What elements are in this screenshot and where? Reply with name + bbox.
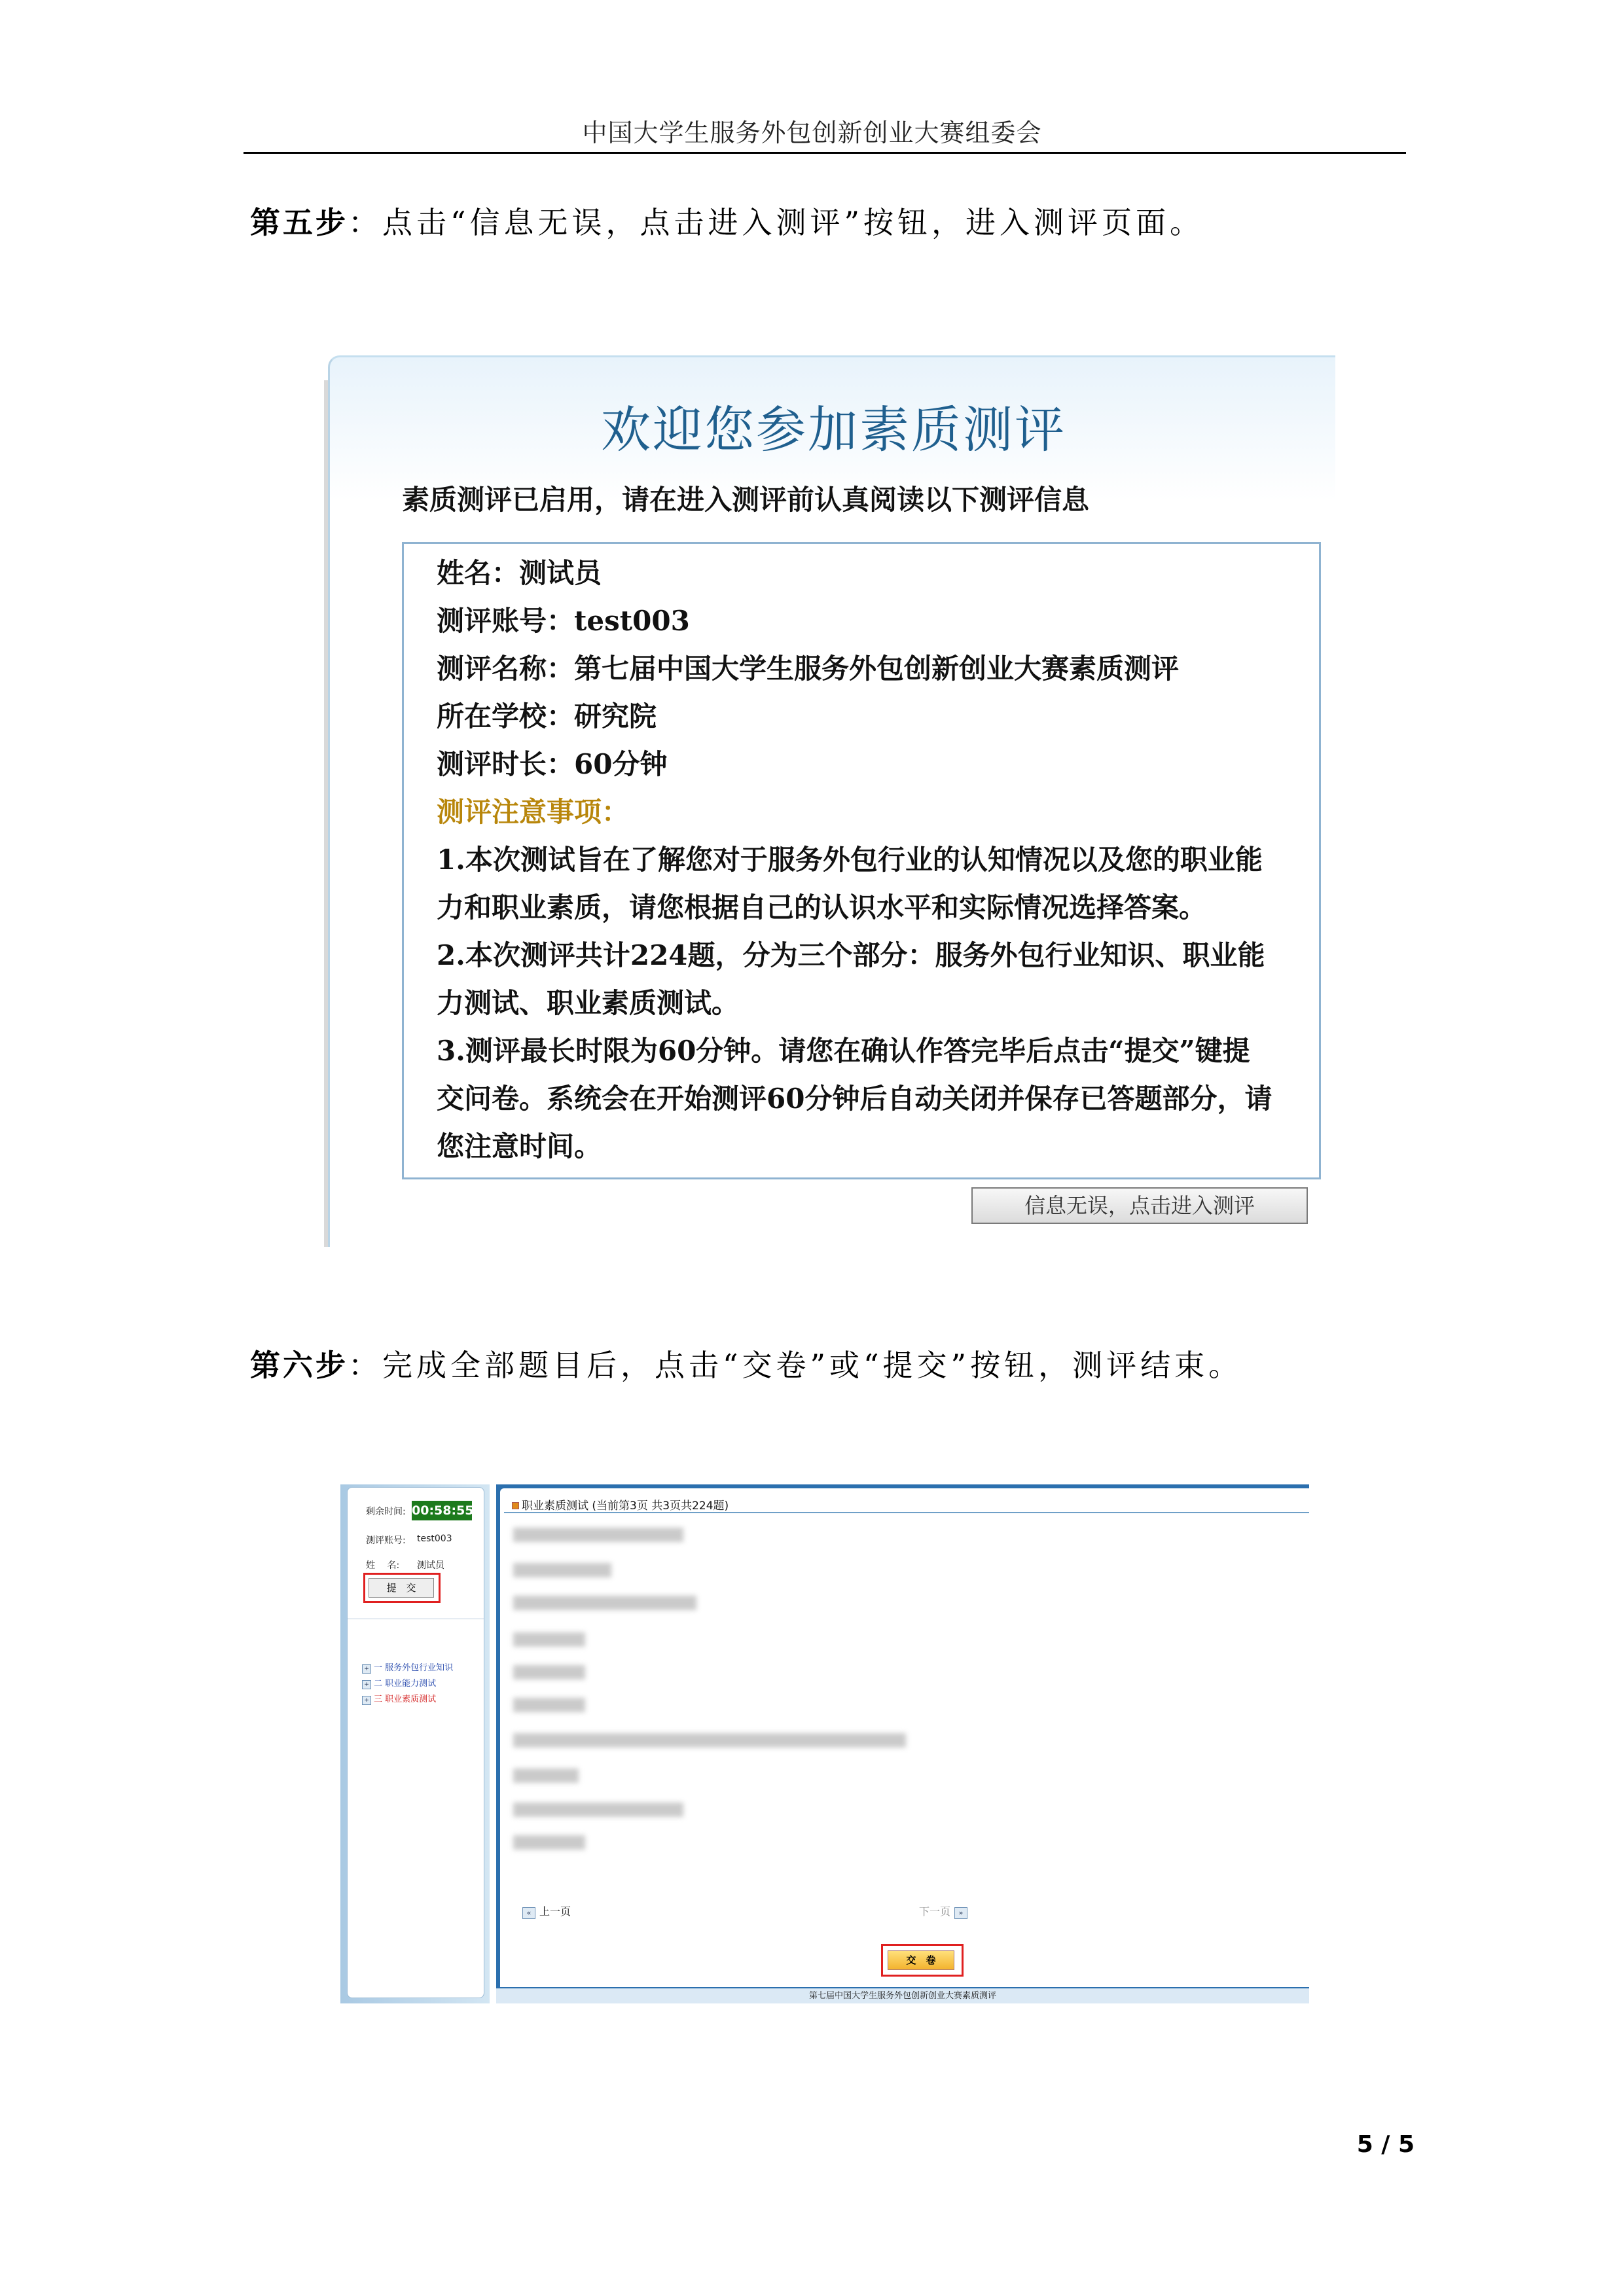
- info-test-name: 测评名称：第七届中国大学生服务外包创新创业大赛素质测评: [437, 653, 1180, 685]
- step-six-paragraph: [250, 1346, 1242, 1385]
- blurred-option: [513, 1835, 585, 1850]
- account-label: 测评账号:: [366, 1535, 406, 1546]
- exam-main-area: [496, 1484, 1309, 2003]
- section-tab[interactable]: 职业素质测试 (当前第3页 共3页共224题): [512, 1496, 729, 1513]
- double-left-arrow-icon: «: [522, 1907, 535, 1919]
- welcome-subtitle: 素质测评已启用，请在进入测评前认真阅读以下测评信息: [402, 484, 1090, 516]
- name-label: 姓 名:: [366, 1560, 400, 1571]
- hand-in-highlight: [881, 1944, 964, 1977]
- countdown-timer: 00:58:55: [412, 1501, 472, 1520]
- blurred-option: [513, 1803, 683, 1817]
- exam-sidebar: [340, 1484, 490, 2003]
- welcome-panel: [328, 355, 1335, 1247]
- account-value: test003: [417, 1534, 452, 1544]
- name-value: 测试员: [417, 1560, 444, 1571]
- blurred-question: [513, 1733, 906, 1748]
- note-line: 您注意时间。: [437, 1130, 602, 1162]
- blurred-question: [513, 1528, 683, 1542]
- info-account: 测评账号：test003: [437, 605, 690, 637]
- info-box: [402, 542, 1321, 1179]
- info-name: 姓名：测试员: [437, 557, 602, 589]
- header-divider: [244, 152, 1406, 154]
- step-six-text: ：完成全部题目后，点击“交卷”或“提交”按钮，测评结束。: [348, 1348, 1243, 1383]
- page-number: 5 / 5: [1356, 2131, 1415, 2158]
- page-header-title: 中国大学生服务外包创新创业大赛组委会: [582, 118, 1042, 147]
- submit-button[interactable]: 提 交: [369, 1578, 434, 1598]
- exam-sidebar-panel: [347, 1487, 484, 1998]
- prev-page-link[interactable]: « 上一页: [518, 1903, 571, 1919]
- tree-item-ability[interactable]: [362, 1676, 436, 1689]
- double-right-arrow-icon: »: [954, 1907, 967, 1919]
- exam-screenshot: [340, 1484, 1309, 2003]
- step-five-paragraph: [250, 203, 1204, 242]
- tree-item-knowledge[interactable]: [362, 1660, 453, 1674]
- hand-in-button[interactable]: 交 卷: [888, 1950, 954, 1970]
- section-tab-bar: [504, 1495, 1309, 1513]
- tree-label: 一 服务外包行业知识: [374, 1663, 454, 1673]
- note-line: 2.本次测评共计224题，分为三个部分：服务外包行业知识、职业能: [437, 939, 1265, 971]
- blurred-option: [513, 1563, 611, 1577]
- step-five-label: 第五步: [250, 205, 348, 240]
- blurred-question: [513, 1596, 696, 1610]
- submit-highlight: [363, 1573, 441, 1603]
- tree-item-quality[interactable]: [362, 1692, 436, 1705]
- note-line: 1.本次测试旨在了解您对于服务外包行业的认知情况以及您的职业能: [437, 844, 1263, 876]
- note-line: 力和职业素质，请您根据自己的认识水平和实际情况选择答案。: [437, 891, 1207, 924]
- exam-footer: 第七届中国大学生服务外包创新创业大赛素质测评: [496, 1988, 1309, 2003]
- enter-test-button[interactable]: 信息无误，点击进入测评: [971, 1187, 1308, 1224]
- step-five-text: ：点击“信息无误，点击进入测评”按钮，进入测评页面。: [348, 205, 1204, 240]
- tab-icon: [512, 1502, 519, 1509]
- expand-icon: +: [362, 1664, 371, 1674]
- welcome-screenshot: [324, 355, 1335, 1247]
- next-page-link[interactable]: 下一页 »: [919, 1903, 971, 1919]
- exam-content: [500, 1488, 1309, 1987]
- note-line: 力测试、职业素质测试。: [437, 987, 740, 1019]
- blurred-option: [513, 1698, 585, 1712]
- note-line: 3.测评最长时限为60分钟。请您在确认作答完毕后点击“提交”键提: [437, 1035, 1250, 1067]
- blurred-option: [513, 1768, 579, 1783]
- info-duration: 测评时长：60分钟: [437, 748, 668, 780]
- notice-heading: 测评注意事项：: [437, 796, 630, 828]
- note-line: 交问卷。系统会在开始测评60分钟后自动关闭并保存已答题部分，请: [437, 1083, 1272, 1115]
- info-school: 所在学校：研究院: [437, 700, 657, 732]
- expand-icon: +: [362, 1680, 371, 1689]
- blurred-option: [513, 1632, 585, 1647]
- tree-label: 三 职业素质测试: [374, 1695, 437, 1704]
- step-six-label: 第六步: [250, 1348, 348, 1383]
- expand-icon: +: [362, 1696, 371, 1705]
- blurred-option: [513, 1665, 585, 1679]
- welcome-title: 欢迎您参加素质测评: [601, 401, 1066, 459]
- remaining-time-label: 剩余时间:: [366, 1507, 406, 1517]
- tree-label: 二 职业能力测试: [374, 1679, 437, 1689]
